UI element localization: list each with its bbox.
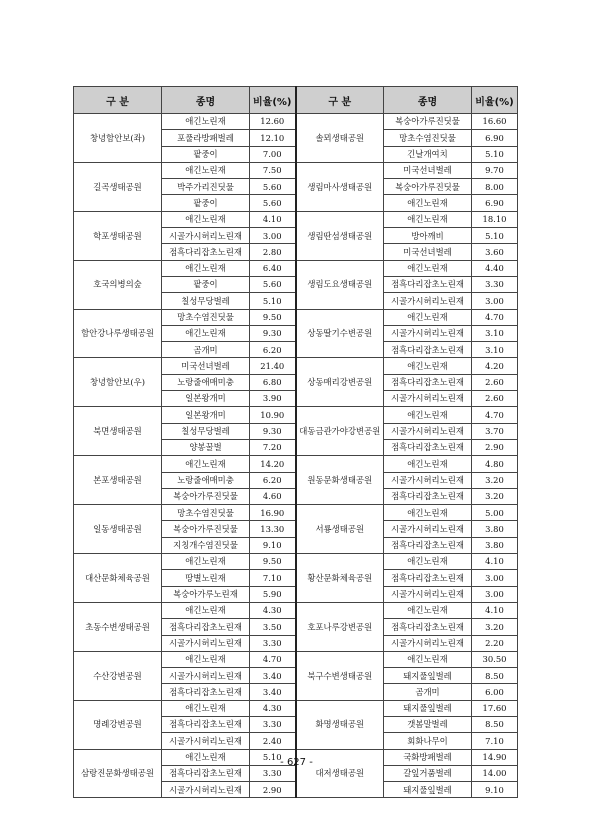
table-row xyxy=(74,456,518,472)
species-cell: 복숭아가루진딧물 xyxy=(162,488,250,504)
species-cell: 점흑다리잡초노린재 xyxy=(384,619,472,635)
species-cell: 방아깨비 xyxy=(384,228,472,244)
ratio-cell: 3.50 xyxy=(250,619,296,635)
species-cell: 돼지풀잎벌레 xyxy=(384,700,472,716)
species-cell: 점흑다리잡초노린재 xyxy=(162,716,250,732)
header-species-left: 종명 xyxy=(162,87,250,114)
site-name-cell: 수산강변공원 xyxy=(74,651,162,700)
site-name-cell: 창녕함안보(우) xyxy=(74,358,162,407)
species-cell: 돼지풀잎벌레 xyxy=(384,782,472,798)
species-cell: 애긴노린재 xyxy=(162,211,250,227)
site-name-cell: 학포생태공원 xyxy=(74,211,162,260)
header-group-right: 구 분 xyxy=(296,87,384,114)
species-cell: 시골가시허리노린재 xyxy=(384,472,472,488)
species-cell: 포풀라방패벌레 xyxy=(162,130,250,146)
ratio-cell: 8.50 xyxy=(472,668,518,684)
species-cell: 시골가시허리노린재 xyxy=(162,733,250,749)
table-row xyxy=(74,358,518,374)
site-name-cell: 대동금관가야강변공원 xyxy=(296,407,384,456)
species-cell: 팥중이 xyxy=(162,195,250,211)
species-cell: 미국선녀벌레 xyxy=(162,358,250,374)
species-cell: 애긴노린재 xyxy=(384,195,472,211)
page-number: - 627 - xyxy=(280,757,313,768)
ratio-cell: 14.20 xyxy=(250,456,296,472)
species-cell: 점흑다리잡초노린재 xyxy=(384,570,472,586)
species-cell: 애긴노린재 xyxy=(384,309,472,325)
site-name-cell: 북면생태공원 xyxy=(74,407,162,456)
ratio-cell: 9.30 xyxy=(250,325,296,341)
ratio-cell: 3.60 xyxy=(472,244,518,260)
ratio-cell: 3.00 xyxy=(472,586,518,602)
ratio-cell: 3.20 xyxy=(472,488,518,504)
ratio-cell: 9.50 xyxy=(250,309,296,325)
ratio-cell: 6.90 xyxy=(472,195,518,211)
ratio-cell: 5.10 xyxy=(472,146,518,162)
ratio-cell: 10.90 xyxy=(250,407,296,423)
ratio-cell: 3.10 xyxy=(472,342,518,358)
table-row xyxy=(74,114,518,130)
species-cell: 일본왕개미 xyxy=(162,391,250,407)
ratio-cell: 2.90 xyxy=(250,782,296,798)
species-cell: 애긴노린재 xyxy=(162,651,250,667)
species-cell: 양봉꿀벌 xyxy=(162,439,250,455)
table-row xyxy=(74,554,518,570)
site-name-cell: 길곡생태공원 xyxy=(74,162,162,211)
species-cell: 복숭아가루진딧물 xyxy=(162,521,250,537)
species-cell: 점흑다리잡초노린재 xyxy=(162,765,250,781)
species-cell: 갈잎거품벌레 xyxy=(384,765,472,781)
species-cell: 시골가시허리노린재 xyxy=(384,423,472,439)
ratio-cell: 7.50 xyxy=(250,162,296,178)
ratio-cell: 3.20 xyxy=(472,619,518,635)
species-cell: 시골가시허리노린재 xyxy=(384,293,472,309)
site-name-cell: 대저생태공원 xyxy=(296,749,384,798)
ratio-cell: 18.10 xyxy=(472,211,518,227)
ratio-cell: 3.30 xyxy=(250,716,296,732)
species-cell: 애긴노린재 xyxy=(162,700,250,716)
header-row xyxy=(74,87,518,114)
site-name-cell: 상동딸기수변공원 xyxy=(296,309,384,358)
site-name-cell: 화명생태공원 xyxy=(296,700,384,749)
ratio-cell: 3.70 xyxy=(472,423,518,439)
species-cell: 애긴노린재 xyxy=(384,358,472,374)
species-cell: 시골가시허리노린재 xyxy=(162,635,250,651)
ratio-cell: 12.10 xyxy=(250,130,296,146)
ratio-cell: 5.60 xyxy=(250,276,296,292)
ratio-cell: 6.20 xyxy=(250,472,296,488)
ratio-cell: 7.20 xyxy=(250,439,296,455)
species-cell: 미국선녀벌레 xyxy=(384,162,472,178)
table-row xyxy=(74,407,518,423)
species-cell: 국화방패벌레 xyxy=(384,749,472,765)
species-cell: 팥중이 xyxy=(162,276,250,292)
ratio-cell: 6.40 xyxy=(250,260,296,276)
ratio-cell: 3.30 xyxy=(250,635,296,651)
ratio-cell: 30.50 xyxy=(472,651,518,667)
ratio-cell: 4.30 xyxy=(250,602,296,618)
species-cell: 점흑다리잡초노린재 xyxy=(384,488,472,504)
table-row xyxy=(74,211,518,227)
site-name-cell: 창녕함안보(좌) xyxy=(74,114,162,163)
species-cell: 애긴노린재 xyxy=(384,260,472,276)
species-cell: 긴날개여치 xyxy=(384,146,472,162)
site-name-cell: 호포나루강변공원 xyxy=(296,602,384,651)
species-cell: 시골가시허리노린재 xyxy=(384,635,472,651)
header-group-left: 구 분 xyxy=(74,87,162,114)
site-name-cell: 원동문화생태공원 xyxy=(296,456,384,505)
species-cell: 돼지풀잎벌레 xyxy=(384,668,472,684)
ratio-cell: 21.40 xyxy=(250,358,296,374)
species-cell: 애긴노린재 xyxy=(162,602,250,618)
ratio-cell: 14.90 xyxy=(472,749,518,765)
species-cell: 시골가시허리노린재 xyxy=(162,668,250,684)
ratio-cell: 7.10 xyxy=(472,733,518,749)
site-name-cell: 일동생태공원 xyxy=(74,505,162,554)
ratio-cell: 5.10 xyxy=(250,293,296,309)
ratio-cell: 4.70 xyxy=(472,309,518,325)
table-row xyxy=(74,651,518,667)
ratio-cell: 6.90 xyxy=(472,130,518,146)
site-name-cell: 생림딴섬생태공원 xyxy=(296,211,384,260)
site-name-cell: 함안강나루생태공원 xyxy=(74,309,162,358)
ratio-cell: 4.60 xyxy=(250,488,296,504)
ratio-cell: 5.60 xyxy=(250,179,296,195)
species-cell: 애긴노린재 xyxy=(162,162,250,178)
species-cell: 점흑다리잡초노린재 xyxy=(162,244,250,260)
species-cell: 회화나무이 xyxy=(384,733,472,749)
ratio-cell: 4.10 xyxy=(250,211,296,227)
ratio-cell: 4.30 xyxy=(250,700,296,716)
ratio-cell: 3.00 xyxy=(250,228,296,244)
species-cell: 갯봄말벌레 xyxy=(384,716,472,732)
ratio-cell: 2.40 xyxy=(250,733,296,749)
species-cell: 복숭아가루진딧물 xyxy=(384,114,472,130)
site-name-cell: 생림도요생태공원 xyxy=(296,260,384,309)
ratio-cell: 3.00 xyxy=(472,570,518,586)
ratio-cell: 4.70 xyxy=(250,651,296,667)
site-name-cell: 대산문화체육공원 xyxy=(74,554,162,603)
ratio-cell: 12.60 xyxy=(250,114,296,130)
ratio-cell: 6.80 xyxy=(250,374,296,390)
species-cell: 시골가시허리노린재 xyxy=(162,782,250,798)
ratio-cell: 3.80 xyxy=(472,537,518,553)
species-cell: 노랑줄애매미충 xyxy=(162,472,250,488)
ratio-cell: 3.40 xyxy=(250,684,296,700)
ratio-cell: 13.30 xyxy=(250,521,296,537)
species-cell: 애긴노린재 xyxy=(384,651,472,667)
species-cell: 애긴노린재 xyxy=(384,505,472,521)
ratio-cell: 16.90 xyxy=(250,505,296,521)
species-cell: 점흑다리잡초노린재 xyxy=(384,276,472,292)
ratio-cell: 5.00 xyxy=(472,505,518,521)
site-name-cell: 솔뫼생태공원 xyxy=(296,114,384,163)
ratio-cell: 3.80 xyxy=(472,521,518,537)
species-cell: 망초수염진딧물 xyxy=(162,505,250,521)
ratio-cell: 9.70 xyxy=(472,162,518,178)
ratio-cell: 2.60 xyxy=(472,391,518,407)
ratio-cell: 7.00 xyxy=(250,146,296,162)
species-cell: 복숭아가루노린재 xyxy=(162,586,250,602)
species-cell: 땅별노린재 xyxy=(162,570,250,586)
ratio-cell: 2.60 xyxy=(472,374,518,390)
ratio-cell: 4.10 xyxy=(472,554,518,570)
species-cell: 점흑다리잡초노린재 xyxy=(384,439,472,455)
species-cell: 시골가시허리노린재 xyxy=(384,391,472,407)
table-row xyxy=(74,162,518,178)
ratio-cell: 9.50 xyxy=(250,554,296,570)
ratio-cell: 8.50 xyxy=(472,716,518,732)
species-cell: 애긴노린재 xyxy=(162,114,250,130)
ratio-cell: 9.10 xyxy=(250,537,296,553)
species-cell: 애긴노린재 xyxy=(162,325,250,341)
ratio-cell: 3.40 xyxy=(250,668,296,684)
site-name-cell: 서룡생태공원 xyxy=(296,505,384,554)
species-cell: 망초수염진딧물 xyxy=(162,309,250,325)
ratio-cell: 3.00 xyxy=(472,293,518,309)
ratio-cell: 3.10 xyxy=(472,325,518,341)
species-cell: 애긴노린재 xyxy=(384,456,472,472)
species-cell: 애긴노린재 xyxy=(162,749,250,765)
species-cell: 시골가시허리노린재 xyxy=(162,228,250,244)
species-cell: 점흑다리잡초노린재 xyxy=(384,342,472,358)
ratio-cell: 9.10 xyxy=(472,782,518,798)
table-row xyxy=(74,505,518,521)
ratio-cell: 5.10 xyxy=(250,749,296,765)
species-cell: 지칭개수염진딧물 xyxy=(162,537,250,553)
species-cell: 박주가리진딧물 xyxy=(162,179,250,195)
ratio-cell: 4.40 xyxy=(472,260,518,276)
ratio-cell: 16.60 xyxy=(472,114,518,130)
site-name-cell: 초동수변생태공원 xyxy=(74,602,162,651)
header-ratio-right: 비율(%) xyxy=(472,87,518,114)
species-cell: 점흑다리잡초노린재 xyxy=(384,537,472,553)
site-name-cell: 명례강변공원 xyxy=(74,700,162,749)
ratio-cell: 5.10 xyxy=(472,228,518,244)
ratio-cell: 5.90 xyxy=(250,586,296,602)
ratio-cell: 17.60 xyxy=(472,700,518,716)
ratio-cell: 2.90 xyxy=(472,439,518,455)
species-cell: 복숭아가루진딧물 xyxy=(384,179,472,195)
species-cell: 칠성무당벌레 xyxy=(162,293,250,309)
site-name-cell: 생림마사생태공원 xyxy=(296,162,384,211)
ratio-cell: 7.10 xyxy=(250,570,296,586)
table-row xyxy=(74,602,518,618)
species-cell: 점흑다리잡초노린재 xyxy=(162,684,250,700)
ratio-cell: 4.80 xyxy=(472,456,518,472)
ratio-cell: 6.00 xyxy=(472,684,518,700)
species-cell: 일본왕개미 xyxy=(162,407,250,423)
species-cell: 애긴노린재 xyxy=(384,407,472,423)
species-cell: 점흑다리잡초노린재 xyxy=(384,374,472,390)
ratio-cell: 5.60 xyxy=(250,195,296,211)
species-cell: 애긴노린재 xyxy=(162,456,250,472)
table-row xyxy=(74,260,518,276)
ratio-cell: 14.00 xyxy=(472,765,518,781)
species-cell: 시골가시허리노린재 xyxy=(384,521,472,537)
species-cell: 곰개미 xyxy=(384,684,472,700)
site-name-cell: 북구수변생태공원 xyxy=(296,651,384,700)
species-cell: 팥중이 xyxy=(162,146,250,162)
site-name-cell: 상동매리강변공원 xyxy=(296,358,384,407)
species-cell: 애긴노린재 xyxy=(162,260,250,276)
species-cell: 애긴노린재 xyxy=(384,211,472,227)
species-ratio-table xyxy=(73,86,518,798)
site-name-cell: 황산문화체육공원 xyxy=(296,554,384,603)
species-cell: 망초수염진딧물 xyxy=(384,130,472,146)
species-cell: 애긴노린재 xyxy=(162,554,250,570)
ratio-cell: 6.20 xyxy=(250,342,296,358)
species-cell: 점흑다리잡초노린재 xyxy=(162,619,250,635)
species-cell: 칠성무당벌레 xyxy=(162,423,250,439)
header-ratio-left: 비율(%) xyxy=(250,87,296,114)
ratio-cell: 2.20 xyxy=(472,635,518,651)
ratio-cell: 3.30 xyxy=(472,276,518,292)
ratio-cell: 4.70 xyxy=(472,407,518,423)
site-name-cell: 호국의병의숲 xyxy=(74,260,162,309)
species-cell: 애긴노린재 xyxy=(384,602,472,618)
species-cell: 애긴노린재 xyxy=(384,554,472,570)
table-row xyxy=(74,700,518,716)
species-cell: 미국선녀벌레 xyxy=(384,244,472,260)
site-name-cell: 본포생태공원 xyxy=(74,456,162,505)
ratio-cell: 4.10 xyxy=(472,602,518,618)
ratio-cell: 9.30 xyxy=(250,423,296,439)
species-cell: 곰개미 xyxy=(162,342,250,358)
ratio-cell: 8.00 xyxy=(472,179,518,195)
ratio-cell: 2.80 xyxy=(250,244,296,260)
ratio-cell: 4.20 xyxy=(472,358,518,374)
ratio-cell: 3.30 xyxy=(250,765,296,781)
ratio-cell: 3.20 xyxy=(472,472,518,488)
species-cell: 시골가시허리노린재 xyxy=(384,325,472,341)
header-species-right: 종명 xyxy=(384,87,472,114)
table-row xyxy=(74,309,518,325)
ratio-cell: 3.90 xyxy=(250,391,296,407)
species-cell: 시골가시허리노린재 xyxy=(384,586,472,602)
species-cell: 노랑줄애매미충 xyxy=(162,374,250,390)
site-name-cell: 삼랑진문화생태공원 xyxy=(74,749,162,798)
